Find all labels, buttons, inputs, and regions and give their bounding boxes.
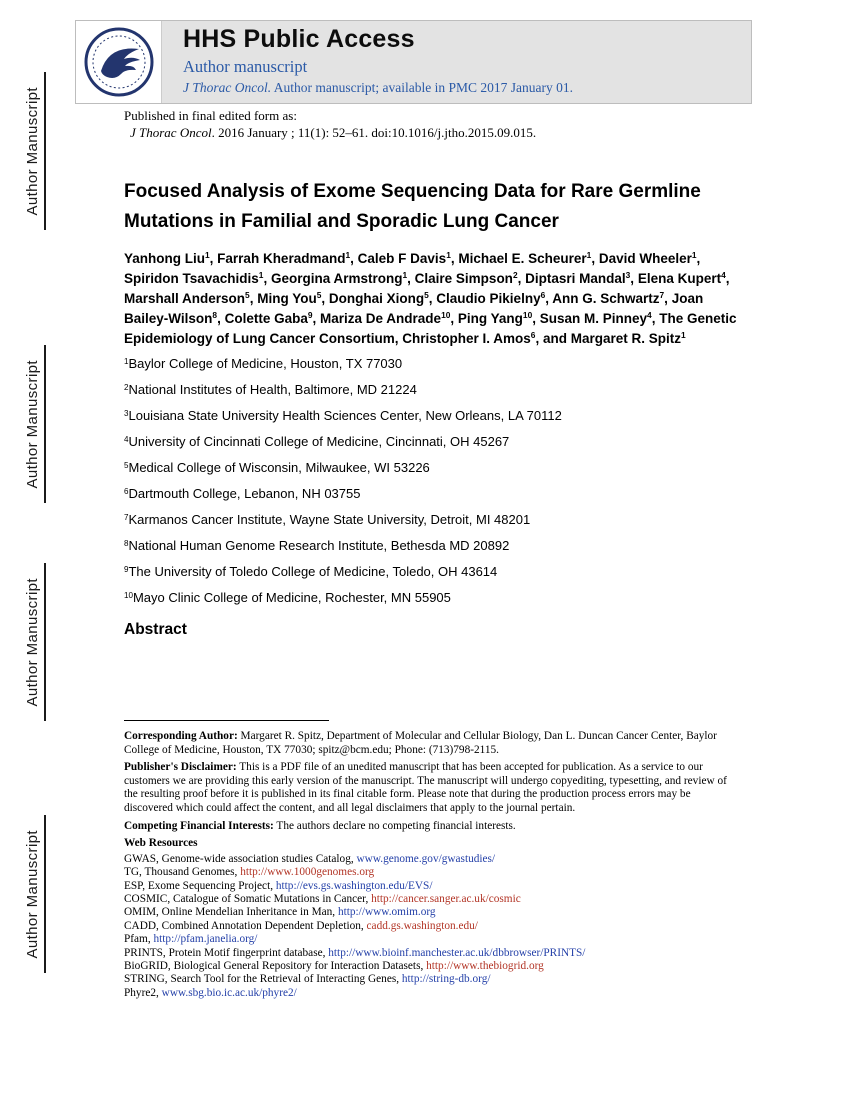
author: Mariza De Andrade$^{10}$: [320, 310, 451, 326]
author: Michael E. Scheurer$^1$: [458, 250, 592, 266]
affiliation: $^5$Medical College of Wisconsin, Milwaukee, WI 53226: [124, 460, 430, 475]
web-resource: COSMIC, Catalogue of Somatic Mutations in Cancer, http://cancer.sanger.ac.uk/cosmic: [124, 892, 521, 905]
citation-line: [124, 125, 741, 141]
sidebar-watermark-label: Author Manuscript: [23, 577, 41, 707]
affiliation: $^7$Karmanos Cancer Institute, Wayne State University, Detroit, MI 48201: [124, 512, 531, 527]
author: and Margaret R. Spitz$^1$: [542, 330, 686, 346]
author: Spiridon Tsavachidis$^1$: [124, 270, 264, 286]
author-list: Yanhong Liu$^1$, Farrah Kheradmand$^1$, Caleb F Davis$^1$, Michael E. Scheurer$^1$, David Wheeler$^1$, Spiridon Tsavachidis$^1$, Georgina Armstrong$^1$, Claire Simpson$^2$, Diptasri Mandal$^3$, Elena Kupert$^4$, Marshall Anderson$^5$, Ming You$^5$, Donghai Xiong$^5$, Claudio Pikielny$^6$, Ann G. Schwartz$^7$, Joan Bailey-Wilson$^8$, Colette Gaba$^9$, Mariza De Andrade$^{10}$, Ping Yang$^{10}$, Susan M. Pinney$^4$, The Genetic Epidemiology of Lung Cancer Consortium, Christopher I. Amos$^6$, and Margaret R. Spitz$^1$: [124, 250, 737, 346]
affiliation: $^9$The University of Toledo College of Medicine, Toledo, OH 43614: [124, 564, 498, 579]
web-resource: OMIM, Online Mendelian Inheritance in Man, http://www.omim.org: [124, 906, 436, 919]
author: Ming You$^5$: [257, 290, 322, 306]
article-content: [124, 108, 741, 639]
web-resource: CADD, Combined Annotation Dependent Depletion, cadd.gs.washington.edu/: [124, 919, 478, 932]
competing-interests-note: [124, 820, 742, 834]
header-availability-line: [183, 80, 573, 96]
citation-journal-name: J Thorac Oncol: [130, 125, 212, 140]
affiliation: $^4$University of Cincinnati College of Medicine, Cincinnati, OH 45267: [124, 434, 510, 449]
web-resource-link[interactable]: www.genome.gov/gwastudies/: [356, 852, 496, 865]
corresponding-author-label: Corresponding Author:: [124, 730, 238, 742]
affiliation: $^8$National Human Genome Research Institute, Bethesda MD 20892: [124, 538, 510, 553]
affiliation: $^1$Baylor College of Medicine, Houston, TX 77030: [124, 356, 403, 371]
header-journal-name: J Thorac Oncol.: [183, 80, 272, 95]
sidebar-watermark-label: Author Manuscript: [23, 829, 41, 959]
author: David Wheeler$^1$: [598, 250, 697, 266]
hhs-header: [75, 20, 752, 104]
competing-interests-text: The authors declare no competing financial interests.: [273, 819, 516, 832]
web-resource-link[interactable]: http://string-db.org/: [401, 973, 491, 986]
abstract-heading: Abstract: [124, 621, 187, 638]
publisher-disclaimer-note: [124, 761, 742, 815]
header-text-block: [162, 21, 573, 103]
hhs-logo-icon: [83, 26, 155, 98]
sidebar-watermark-2: [20, 345, 46, 503]
sidebar-watermark-4: [20, 815, 46, 973]
author: Diptasri Mandal$^3$: [525, 270, 631, 286]
web-resource-link[interactable]: http://cancer.sanger.ac.uk/cosmic: [371, 892, 521, 905]
web-resource: Phyre2, www.sbg.bio.ic.ac.uk/phyre2/: [124, 986, 297, 999]
hhs-logo-box: [76, 21, 162, 103]
sidebar-watermark-3: [20, 563, 46, 721]
web-resource-link[interactable]: http://www.thebiogrid.org: [426, 960, 544, 972]
author: Marshall Anderson$^5$: [124, 290, 250, 306]
affiliation: $^3$Louisiana State University Health Sciences Center, New Orleans, LA 70112: [124, 408, 562, 423]
web-resource-link[interactable]: http://www.1000genomes.org: [240, 866, 375, 879]
author: Ann G. Schwartz$^7$: [552, 290, 665, 306]
web-resource: ESP, Exome Sequencing Project, http://evs.gs.washington.edu/EVS/: [124, 879, 433, 892]
web-resource: STRING, Search Tool for the Retrieval of Interacting Genes, http://string-db.org/: [124, 973, 491, 986]
web-resource-link[interactable]: cadd.gs.washington.edu/: [366, 919, 478, 932]
affiliation: $^{10}$Mayo Clinic College of Medicine, Rochester, MN 55905: [124, 590, 451, 605]
author: Colette Gaba$^9$: [224, 310, 313, 326]
author: The Genetic Epidemiology of Lung Cancer Consortium: [124, 311, 737, 346]
footnote-rule: [124, 720, 329, 721]
author: Ping Yang$^{10}$: [457, 310, 533, 326]
header-availability-text: Author manuscript; available in PMC 2017 January 01.: [271, 80, 573, 95]
web-resource-list: [124, 853, 742, 1000]
corresponding-author-text: Margaret R. Spitz, Department of Molecular and Cellular Biology, Dan L. Duncan Cancer Center, Baylor College of Medicine, Houston, TX 77030; spitz@bcm.edu; Phone: (713)798-2115.: [124, 730, 717, 756]
published-in-line: Published in final edited form as:: [124, 108, 297, 123]
header-title: HHS Public Access: [183, 25, 415, 53]
web-resource: Pfam, http://pfam.janelia.org/: [124, 933, 258, 946]
affiliation: $^2$National Institutes of Health, Baltimore, MD 21224: [124, 382, 417, 397]
author: Christopher I. Amos$^6$: [402, 330, 536, 346]
affiliation-list: [124, 357, 741, 605]
article-title-line-2: Mutations in Familial and Sporadic Lung Cancer: [124, 211, 559, 232]
author: Donghai Xiong$^5$: [328, 290, 429, 306]
web-resource-link[interactable]: http://pfam.janelia.org/: [153, 933, 258, 946]
citation-detail: . 2016 January ; 11(1): 52–61. doi:10.1016/j.jtho.2015.09.015.: [211, 125, 537, 140]
sidebar-watermark-label: Author Manuscript: [23, 359, 41, 489]
web-resource: PRINTS, Protein Motif fingerprint database, http://www.bioinf.manchester.ac.uk/dbbrowser/PRINTS/: [124, 946, 586, 959]
web-resource: GWAS, Genome-wide association studies Catalog, www.genome.gov/gwastudies/: [124, 852, 496, 865]
publisher-disclaimer-label: Publisher's Disclaimer:: [124, 761, 237, 774]
web-resource: TG, Thousand Genomes, http://www.1000genomes.org: [124, 866, 375, 879]
author: Yanhong Liu$^1$: [124, 250, 210, 266]
web-resources-heading: Web Resources: [124, 837, 198, 850]
web-resource: BioGRID, Biological General Repository for Interaction Datasets, http://www.thebiogrid.org: [124, 960, 544, 972]
publisher-disclaimer-text: This is a PDF file of an unedited manuscript that has been accepted for publication. As a service to our customers we are providing this early version of the manuscript. The manuscript will undergo copyediting, typesetting, and review of the resulting proof before it is published in its final citable form. Please note that during the production process errors may be discovered which could affect the content, and all legal disclaimers that apply to the journal pertain.: [124, 761, 727, 814]
sidebar-watermark-1: [20, 72, 46, 230]
sidebar-watermark-label: Author Manuscript: [23, 86, 41, 216]
web-resource-link[interactable]: http://evs.gs.washington.edu/EVS/: [275, 879, 433, 892]
author: Claudio Pikielny$^6$: [436, 290, 546, 306]
author: Georgina Armstrong$^1$: [270, 270, 408, 286]
web-resource-link[interactable]: http://www.omim.org: [337, 906, 436, 919]
author: Joan Bailey-Wilson$^8$: [124, 291, 704, 326]
footnote-section: [124, 720, 742, 1000]
article-title: [124, 177, 741, 237]
header-subtitle: Author manuscript: [183, 57, 308, 76]
author: Susan M. Pinney$^4$: [539, 310, 652, 326]
author: Farrah Kheradmand$^1$: [217, 250, 351, 266]
author: Elena Kupert$^4$: [637, 270, 726, 286]
web-resource-link[interactable]: www.sbg.bio.ic.ac.uk/phyre2/: [161, 986, 297, 999]
web-resource-link[interactable]: http://www.bioinf.manchester.ac.uk/dbbrowser/PRINTS/: [328, 946, 586, 959]
article-title-line-1: Focused Analysis of Exome Sequencing Data for Rare Germline: [124, 181, 701, 202]
affiliation: $^6$Dartmouth College, Lebanon, NH 03755: [124, 486, 361, 501]
competing-interests-label: Competing Financial Interests:: [124, 819, 274, 832]
author: Claire Simpson$^2$: [414, 270, 518, 286]
author: Caleb F Davis$^1$: [357, 250, 451, 266]
corresponding-author-note: [124, 730, 742, 757]
